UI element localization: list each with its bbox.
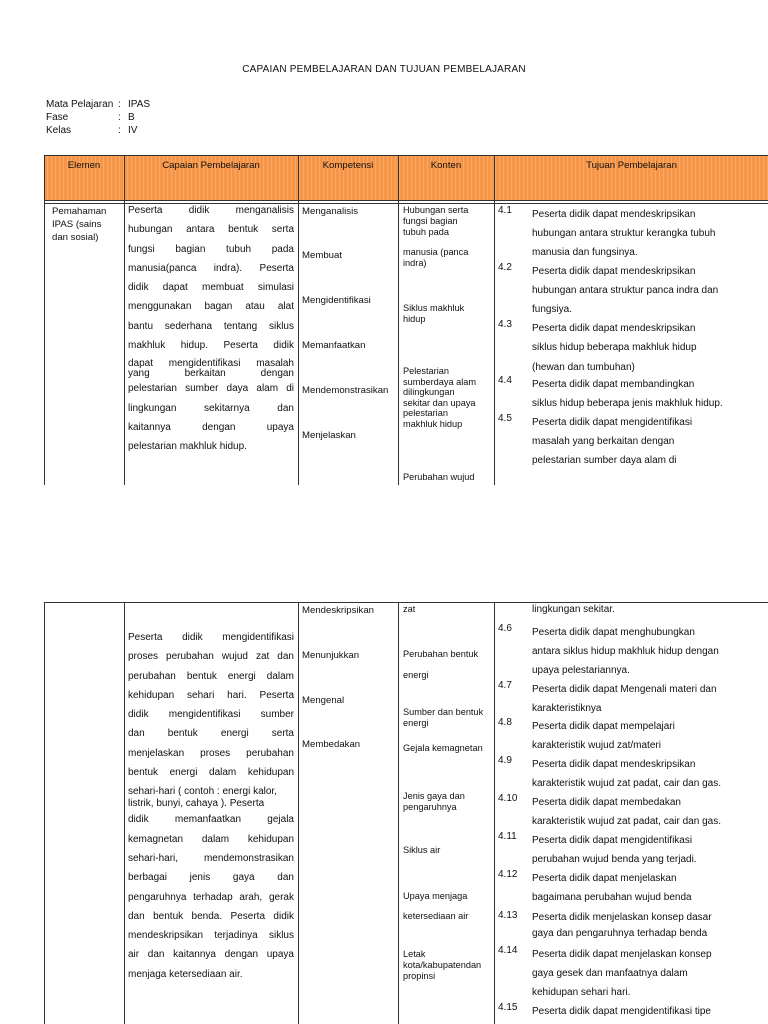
konten-item: ketersediaan air <box>403 911 469 921</box>
text-line: hubungan antara struktur panca indra dan <box>532 285 719 296</box>
text-line: fungsi bagian tubuh pada <box>128 243 294 255</box>
rule <box>494 602 495 1024</box>
tp-number: 4.14 <box>498 945 518 956</box>
meta-row <box>46 98 150 111</box>
kompetensi-item: Mengidentifikasi <box>302 295 371 306</box>
konten-item: energi <box>403 670 429 680</box>
text-line: yang berkaitan dengan <box>128 368 294 380</box>
tp-text <box>532 869 764 907</box>
text-line: dan bentuk energi serta <box>128 728 294 740</box>
rule <box>398 155 399 485</box>
kompetensi-item: Mengenal <box>302 695 345 706</box>
text-line: kota/kabupatendan <box>403 960 482 970</box>
tp-number: 4.7 <box>498 680 512 691</box>
text-line: Peserta didik dapat mengidentifikasi <box>532 417 693 428</box>
tp-text <box>532 680 764 718</box>
text-line: Peserta didik dapat mendeskripsikan <box>532 759 696 770</box>
tp-continuation: lingkungan sekitar. <box>532 604 615 615</box>
text-line: antara siklus hidup makhluk hidup dengan <box>532 646 719 657</box>
meta-value: B <box>128 112 135 123</box>
text-line: karakteristik wujud zat padat, cair dan gas. <box>532 816 721 827</box>
tp-number: 4.4 <box>498 375 512 386</box>
tp-text <box>532 375 764 413</box>
konten-item <box>403 366 493 429</box>
rule <box>44 602 768 603</box>
header-capaian: Capaian Pembelajaran <box>162 160 260 171</box>
meta-value: IPAS <box>128 99 151 110</box>
tp-text <box>532 945 764 1002</box>
text-line: Peserta didik dapat mendeskripsikan <box>532 266 696 277</box>
tp-number: 4.13 <box>498 910 518 921</box>
text-line: sekitar dan upaya <box>403 397 476 408</box>
konten-item: Gejala kemagnetan <box>403 743 483 753</box>
text-line: sehari-hari ( contoh : energi kalor, <box>128 786 277 798</box>
text-line: Peserta didik dapat mengidentifikasi <box>532 835 693 846</box>
rule <box>298 155 299 485</box>
tp-number: 4.11 <box>498 831 517 842</box>
konten-item <box>403 205 493 238</box>
header-kompetensi: Kompetensi <box>322 160 374 171</box>
meta-block <box>46 98 150 137</box>
konten-item: Perubahan bentuk <box>403 649 479 659</box>
text-line: fungsi bagian <box>403 216 458 226</box>
text-line: Peserta didik menjelaskan konsep dasar <box>532 912 712 923</box>
tp-number: 4.3 <box>498 319 512 330</box>
page-title: CAPAIAN PEMBELAJARAN DAN TUJUAN PEMBELAJARAN <box>242 64 526 75</box>
text-line: dan bentuk benda. Peserta didik <box>128 910 294 922</box>
text-line: berbagai jenis gaya dan <box>128 872 294 884</box>
text-line: Peserta didik mengidentifikasi <box>128 632 294 643</box>
text-line: gaya gesek dan manfaatnya dalam <box>532 968 688 979</box>
kompetensi-item: Mendemonstrasikan <box>302 385 389 396</box>
text-line: masalah yang berkaitan dengan <box>532 436 675 447</box>
meta-key: Mata Pelajaran <box>46 99 114 110</box>
text-line: Peserta didik dapat mendeskripsikan <box>532 323 696 334</box>
tp-text <box>532 717 764 755</box>
tp-number: 4.12 <box>498 869 518 880</box>
tp-text <box>532 755 764 793</box>
rule <box>44 155 768 156</box>
meta-key: Kelas <box>46 125 72 136</box>
rule <box>124 602 125 1024</box>
text-line: makhluk hidup <box>403 418 463 429</box>
text-line: Pemahaman <box>52 206 107 217</box>
tp-text <box>532 262 764 319</box>
capaian-cell-1 <box>128 201 294 457</box>
text-line: pengaruhnya <box>403 802 457 812</box>
text-line: Peserta didik dapat menjelaskan <box>532 873 677 884</box>
rule <box>494 155 495 485</box>
text-line: energi <box>403 718 429 728</box>
rule <box>124 155 125 485</box>
text-line: dilingkungan <box>403 387 455 397</box>
text-line: kehidupan sehari hari. Peserta <box>128 689 294 701</box>
text-line: upaya pelestariannya. <box>532 665 630 676</box>
kompetensi-item: Menjelaskan <box>302 430 356 441</box>
text-line: pengaruhnya terhadap arah, gerak <box>128 891 294 903</box>
text-line: Jenis gaya dan <box>403 791 465 801</box>
text-line: listrik, bunyi, cahaya ). Peserta <box>128 798 265 810</box>
kompetensi-item: Membuat <box>302 250 342 261</box>
kompetensi-item: Mendeskripsikan <box>302 605 374 616</box>
header-elemen: Elemen <box>67 160 101 171</box>
konten-item: zat <box>403 604 416 614</box>
capaian-cell-2 <box>128 628 294 984</box>
tp-number: 4.10 <box>498 793 518 804</box>
tp-number: 4.2 <box>498 262 512 273</box>
text-line: Hubungan serta <box>403 205 469 215</box>
meta-row <box>46 111 150 124</box>
konten-item <box>403 707 483 729</box>
text-line: hidup <box>403 314 426 324</box>
tp-text <box>532 910 764 942</box>
text-line: kaitannya dengan upaya <box>128 421 294 433</box>
tp-text <box>532 793 764 831</box>
text-line: gaya dan pengaruhnya terhadap benda <box>532 928 708 939</box>
text-line: fungsiya. <box>532 304 573 315</box>
text-line: (hewan dan tumbuhan) <box>532 362 635 373</box>
text-line: Peserta didik dapat menjelaskan konsep <box>532 949 712 960</box>
tp-text <box>532 623 764 677</box>
meta-colon: : <box>118 125 121 136</box>
rule <box>44 155 45 485</box>
text-line: dan sosial) <box>52 232 99 243</box>
header-tujuan: Tujuan Pembelajaran <box>586 160 677 171</box>
tp-number: 4.5 <box>498 413 512 424</box>
meta-key: Fase <box>46 112 69 123</box>
text-line: Peserta didik dapat mempelajari <box>532 721 675 732</box>
text-line: Sumber dan bentuk <box>403 707 484 717</box>
text-line: menjelaskan proses perubahan <box>128 747 294 759</box>
konten-item: Perubahan wujud <box>403 472 475 482</box>
text-line: Siklus makhluk <box>403 303 465 313</box>
tp-text <box>532 413 764 470</box>
text-line: Pelestarian <box>403 366 449 376</box>
meta-colon: : <box>118 112 121 123</box>
tp-text <box>532 319 764 374</box>
text-line: menggunakan bagan atau alat <box>128 301 294 313</box>
meta-row <box>46 124 150 137</box>
tp-text <box>532 831 764 869</box>
text-line: menjaga ketersediaan air. <box>128 968 243 980</box>
text-line: lingkungan sekitarnya dan <box>128 402 294 414</box>
text-line: perubahan wujud benda yang terjadi. <box>532 854 697 865</box>
text-line: pelestarian sumber daya alam di <box>128 383 294 395</box>
text-line: Peserta didik dapat Mengenali materi dan <box>532 684 717 695</box>
tp-number: 4.1 <box>498 205 512 216</box>
text-line: IPAS (sains <box>52 219 102 230</box>
konten-item <box>403 791 465 813</box>
tp-number: 4.9 <box>498 755 512 766</box>
text-line: kehidupan sehari hari. <box>532 987 631 998</box>
text-line: karakteristik wujud zat/materi <box>532 740 661 751</box>
konten-item <box>403 303 493 325</box>
tp-number: 4.15 <box>498 1002 518 1013</box>
text-line: sehari-hari, mendemonstrasikan <box>128 852 294 864</box>
kompetensi-item: Menunjukkan <box>302 650 360 661</box>
text-line: tubuh pada <box>403 227 449 237</box>
konten-item: Siklus air <box>403 845 441 855</box>
text-line: didik mengidentifikasi sumber <box>128 709 294 721</box>
text-line: manusia (panca <box>403 247 469 257</box>
text-line: proses perubahan wujud zat dan <box>128 651 294 663</box>
text-line: pelestarian <box>403 408 448 418</box>
text-line: siklus hidup beberapa jenis makhluk hidup. <box>532 398 723 409</box>
text-line: air dan kaitannya dengan upaya <box>128 949 294 961</box>
text-line: Peserta didik menganalisis <box>128 205 294 216</box>
tp-number: 4.8 <box>498 717 512 728</box>
text-line: bantu sederhana tentang siklus <box>128 320 294 332</box>
text-line: Peserta didik dapat membedakan <box>532 797 681 808</box>
text-line: siklus hidup beberapa makhluk hidup <box>532 342 697 353</box>
text-line: hubungan antara struktur kerangka tubuh <box>532 228 716 239</box>
konten-item: Upaya menjaga <box>403 891 468 901</box>
rule <box>298 602 299 1024</box>
text-line: karakteristik wujud zat padat, cair dan gas. <box>532 778 721 789</box>
text-line: Letak <box>403 949 426 959</box>
text-line: sumberdaya alam <box>403 376 477 387</box>
tp-text <box>532 1002 764 1021</box>
header-konten: Konten <box>430 160 462 171</box>
kompetensi-item: Memanfaatkan <box>302 340 366 351</box>
kompetensi-item: Membedakan <box>302 739 361 750</box>
tp-number: 4.6 <box>498 623 512 634</box>
text-line: manusia dan fungsinya. <box>532 247 638 258</box>
text-line: pelestarian sumber daya alam di <box>532 455 677 466</box>
text-line: manusia(panca indra). Peserta <box>128 262 294 274</box>
text-line: didik memanfaatkan gejala <box>128 814 294 826</box>
konten-item <box>403 949 481 982</box>
text-line: Peserta didik dapat membandingkan <box>532 379 695 390</box>
text-line: indra) <box>403 258 427 268</box>
text-line: propinsi <box>403 971 436 981</box>
meta-value: IV <box>128 125 138 136</box>
meta-colon: : <box>118 99 121 110</box>
text-line: makhluk hidup. Peserta didik <box>128 340 294 352</box>
text-line: karakteristiknya <box>532 703 602 714</box>
text-line: Peserta didik dapat mendeskripsikan <box>532 209 696 220</box>
text-line: Peserta didik dapat mengidentifikasi tipe <box>532 1006 711 1017</box>
text-line: dapat mengidentifikasi masalah <box>128 358 294 370</box>
text-line: bentuk energi dalam kehidupan <box>128 767 294 779</box>
tp-text <box>532 205 764 262</box>
text-line: perubahan bentuk energi dalam <box>128 670 294 682</box>
text-line: mendeskripsikan terjadinya siklus <box>128 930 294 942</box>
text-line: didik dapat membuat simulasi <box>128 282 294 294</box>
text-line: pelestarian makhluk hidup. <box>128 441 247 453</box>
konten-item <box>403 247 493 269</box>
kompetensi-item: Menganalisis <box>302 206 358 217</box>
text-line: hubungan antara bentuk serta <box>128 224 294 236</box>
elemen-cell <box>52 205 122 244</box>
text-line: bagaimana perubahan wujud benda <box>532 892 692 903</box>
text-line: Peserta didik dapat menghubungkan <box>532 627 695 638</box>
rule <box>44 602 45 1024</box>
rule <box>398 602 399 1024</box>
text-line: kemagnetan dalam kehidupan <box>128 833 294 845</box>
